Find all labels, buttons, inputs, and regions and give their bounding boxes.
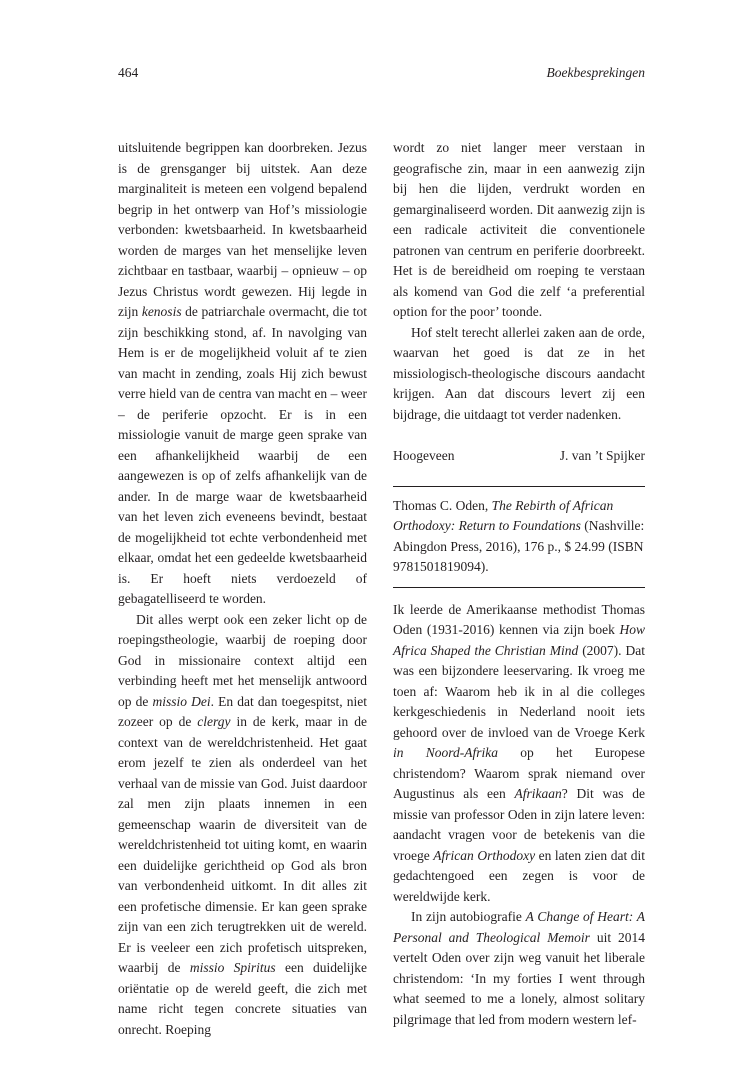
paragraph: wordt zo niet langer meer verstaan in geografische zin, maar in een aanwezig zijn bij hen die lijden, verdrukt worden en gemarginaliseerd worden. Dit aanwezig zijn is een radicale activiteit die conventionele patronen van centrum en periferie doorbreekt. Het is de bereidheid om roeping te verstaan als komend van God die zelf ‘a preferential option for the poor’ toonde. [393,140,645,319]
paragraph: uitsluitende begrippen kan doorbreken. Jezus is de grensganger bij uitstek. Aan deze marginaliteit is meteen een volgend bepalend begrip in het ontwerp van Hof’s missiologie verbonden: kwetsbaarheid. In kwetsbaarheid worden de marges van het menselijke leven zichtbaar en tastbaar, waarbij – opnieuw – op Jezus Christus wordt gewezen. Hij legde in zijn kenosis de patriarchale overmacht, die tot zijn beschikking stond, af. In navolging van Hem is er de mogelijkheid voluit af te zien van macht in zending, zoals Hij zich bewust verre hield van de centra van macht en – weer – de periferie opzocht. Er is in een missiologie vanuit de marge geen sprake van een afhankelijkheid waarbij de een aangewezen is op of zelfs afhankelijk van de ander. In de marge waar de kwetsbaarheid van het leven zich eveneens bevindt, bestaat de mogelijkheid tot echte verbondenheid met elkaar, omdat het een gedeelde kwetsbaarheid is. Er hoeft niets verdoezeld of gebagatelliseerd te worden. [118,140,367,606]
book-citation: Thomas C. Oden, The Rebirth of African Orthodoxy: Return to Foundations (Nashville: Abingdon Press, 2016), 176 p., $ 24.99 (ISBN 9781501819094). [393,497,645,574]
divider [393,486,645,487]
signature-place: Hoogeveen [393,448,455,463]
left-column [118,138,367,1040]
paragraph: Hof stelt terecht allerlei zaken aan de orde, waarvan het goed is dat ze in het missiologisch-theologische discours aandacht krijgen. Aan dat discours levert zij een bijdrage, die uitdaagt tot verder nadenken. [393,324,645,422]
page-number: 464 [118,65,139,80]
review-signature [393,446,645,467]
signature-author: J. van ’t Spijker [559,448,645,463]
divider [393,587,645,588]
paragraph: Ik leerde de Amerikaanse methodist Thomas Oden (1931-2016) kennen via zijn boek How Africa Shaped the Christian Mind (2007). Dat was een bijzondere leeservaring. Ik vroeg me toen af: Waarom heb ik in al die colleges kerkgeschiedenis in Nederland nooit iets gehoord over de invloed van de Vroege Kerk in Noord-Afrika op het Europese christendom? Waarom sprak niemand over Augustinus als een Afrikaan? Dit was de missie van professor Oden in zijn latere leven: aandacht vragen voor de betekenis van die vroege African Orthodoxy en laten zien dat dit gedachtengoed een zegen is voor de wereldwijde kerk. [393,601,645,904]
paragraph: In zijn autobiografie A Change of Heart: A Personal and Theological Memoir uit 2014 vertelt Oden over zijn weg vanuit het liberale christendom: ‘In my forties I went through what seemed to me a lonely, almost solitary pilgrimage that led from modern western lef- [393,909,645,1027]
paragraph: Dit alles werpt ook een zeker licht op de roepingstheologie, waarbij de roeping door God in missionaire context altijd een verbinding heeft met het menselijk antwoord op de missio Dei. En dat dan toegespitst, niet zozeer op de clergy in de kerk, maar in de context van de wereldchristenheid. Het gaat erom jezelf te zien als onderdeel van het verhaal van de missie van God. Juist daardoor zal men zijn plaats innemen in een gemeenschap waarin de diversiteit van de wereldchristenheid tot uiting komt, en waarin een duidelijke gerichtheid op God als bron van verbondenheid uitkomt. In dit alles zit een profetische dimensie. Er kan geen sprake zijn van een zich terugtrekken uit de wereld. Er is veeleer een zich profetisch uitspreken, waarbij de missio Spiritus een duidelijke oriëntatie op de wereld geeft, die zich met name richt tegen concrete situaties van onrecht. Roeping [118,611,368,1037]
running-header: Boekbesprekingen [546,65,645,80]
right-column [393,138,645,1030]
